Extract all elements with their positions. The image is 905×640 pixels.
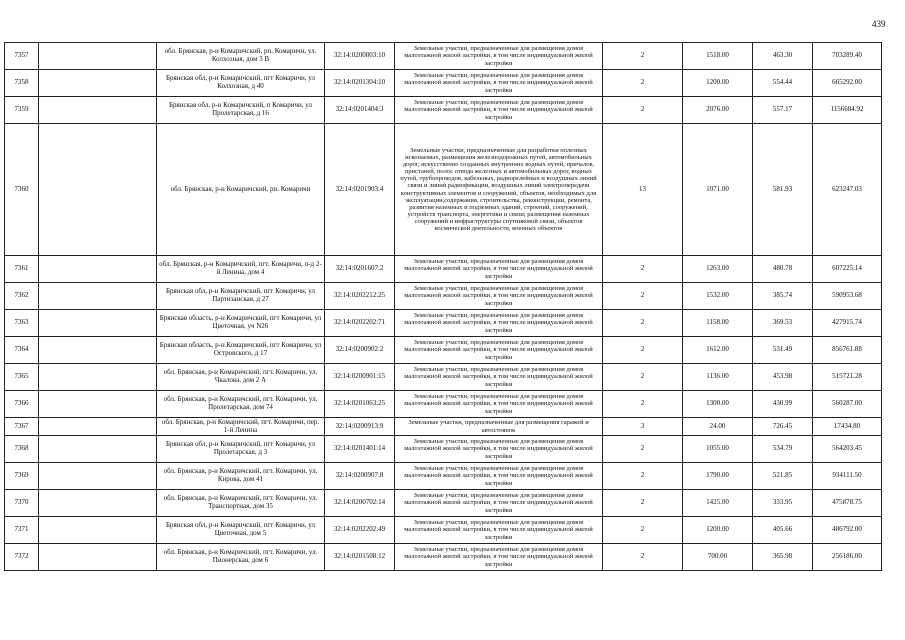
table-row <box>5 391 882 418</box>
cadastral-number-cell: 32:14:0201401:14 <box>325 436 395 463</box>
category-cell: 2 <box>603 391 683 418</box>
area-cell: 1532.00 <box>683 283 753 310</box>
empty-cell <box>39 436 157 463</box>
table-row <box>5 463 882 490</box>
land-use-cell: Земельные участки, предназначенные для размещения домов малоэтажной жилой застройки, в том числе индивидуальной жилой застройки <box>395 43 603 70</box>
land-use-cell: Земельные участки, предназначенные для размещения домов малоэтажной жилой застройки, в том числе индивидуальной жилой застройки <box>395 490 603 517</box>
table-row <box>5 43 882 70</box>
empty-cell <box>39 418 157 436</box>
row-number-cell: 7368 <box>5 436 39 463</box>
table-row <box>5 418 882 436</box>
row-number-cell: 7364 <box>5 337 39 364</box>
address-cell: обл. Брянская, р-н Комаричский, пгт. Комаричи, п-д 2-й Ленина, дом 4 <box>157 256 325 283</box>
land-use-cell: Земельные участки, предназначенные для размещения домов малоэтажной жилой застройки, в том числе индивидуальной жилой застройки <box>395 337 603 364</box>
land-use-cell: Земельные участки, предназначенные для размещения домов малоэтажной жилой застройки, в том числе индивидуальной жилой застройки <box>395 97 603 124</box>
category-cell: 2 <box>603 463 683 490</box>
category-cell: 2 <box>603 97 683 124</box>
price-cell: 453.98 <box>753 364 813 391</box>
land-use-cell: Земельные участки, предназначенные для размещения домов малоэтажной жилой застройки, в том числе индивидуальной жилой застройки <box>395 310 603 337</box>
category-cell: 2 <box>603 490 683 517</box>
value-cell: 623247.03 <box>813 124 882 256</box>
empty-cell <box>39 517 157 544</box>
empty-cell <box>39 463 157 490</box>
area-cell: 1200.00 <box>683 70 753 97</box>
category-cell: 2 <box>603 436 683 463</box>
address-cell: обл. Брянская, р-н Комаричский, рп. Комаричи, ул. Колхозная, дом 3 В <box>157 43 325 70</box>
category-cell: 2 <box>603 364 683 391</box>
row-number-cell: 7362 <box>5 283 39 310</box>
value-cell: 486792.00 <box>813 517 882 544</box>
value-cell: 934111.50 <box>813 463 882 490</box>
row-number-cell: 7358 <box>5 70 39 97</box>
price-cell: 557.17 <box>753 97 813 124</box>
cadastral-number-cell: 32:14:0200901:15 <box>325 364 395 391</box>
price-cell: 581.93 <box>753 124 813 256</box>
area-cell: 1055.00 <box>683 436 753 463</box>
category-cell: 2 <box>603 517 683 544</box>
category-cell: 3 <box>603 418 683 436</box>
land-registry-table <box>4 42 882 571</box>
cadastral-number-cell: 32:14:0202202:49 <box>325 517 395 544</box>
address-cell: Брянская обл, р-н Комаричский, пгт Комаричи, ул Пролетарская, д 3 <box>157 436 325 463</box>
land-use-cell: Земельные участки, предназначенные для размещения домов малоэтажной жилой застройки, в том числе индивидуальной жилой застройки <box>395 283 603 310</box>
row-number-cell: 7367 <box>5 418 39 436</box>
category-cell: 2 <box>603 544 683 571</box>
area-cell: 1200.00 <box>683 517 753 544</box>
table-row <box>5 256 882 283</box>
land-use-cell: Земельные участки, предназначенные для размещения домов малоэтажной жилой застройки, в том числе индивидуальной жилой застройки <box>395 364 603 391</box>
table-row <box>5 310 882 337</box>
category-cell: 2 <box>603 310 683 337</box>
value-cell: 560287.00 <box>813 391 882 418</box>
category-cell: 2 <box>603 70 683 97</box>
value-cell: 703289.40 <box>813 43 882 70</box>
price-cell: 521.85 <box>753 463 813 490</box>
page-number: 439 <box>872 19 886 29</box>
cadastral-number-cell: 32:14:0200902:2 <box>325 337 395 364</box>
price-cell: 480.78 <box>753 256 813 283</box>
value-cell: 564203.45 <box>813 436 882 463</box>
value-cell: 427915.74 <box>813 310 882 337</box>
category-cell: 2 <box>603 43 683 70</box>
price-cell: 333.95 <box>753 490 813 517</box>
price-cell: 554.44 <box>753 70 813 97</box>
area-cell: 1071.00 <box>683 124 753 256</box>
area-cell: 700.00 <box>683 544 753 571</box>
cadastral-number-cell: 32:14:0202202:71 <box>325 310 395 337</box>
price-cell: 430.99 <box>753 391 813 418</box>
area-cell: 1612.00 <box>683 337 753 364</box>
empty-cell <box>39 337 157 364</box>
value-cell: 17434.80 <box>813 418 882 436</box>
cadastral-number-cell: 32:14:0201607:2 <box>325 256 395 283</box>
empty-cell <box>39 97 157 124</box>
address-cell: Брянская область, р-н Комаричский, пгт Комаричи, ул Цветочная, уч N26 <box>157 310 325 337</box>
land-use-cell: Земельные участки, предназначенные для размещения домов малоэтажной жилой застройки, в том числе индивидуальной жилой застройки <box>395 256 603 283</box>
area-cell: 1158.00 <box>683 310 753 337</box>
value-cell: 1156684.92 <box>813 97 882 124</box>
table-row <box>5 124 882 256</box>
price-cell: 726.45 <box>753 418 813 436</box>
price-cell: 365.98 <box>753 544 813 571</box>
category-cell: 2 <box>603 283 683 310</box>
row-number-cell: 7359 <box>5 97 39 124</box>
table-body <box>5 43 882 571</box>
cadastral-number-cell: 32:14:0201063:25 <box>325 391 395 418</box>
cadastral-number-cell: 32:14:0201404:3 <box>325 97 395 124</box>
value-cell: 665292.00 <box>813 70 882 97</box>
cadastral-number-cell: 32:14:0200913:9 <box>325 418 395 436</box>
area-cell: 1263.00 <box>683 256 753 283</box>
table-row <box>5 517 882 544</box>
cadastral-number-cell: 32:14:0202212:25 <box>325 283 395 310</box>
value-cell: 515721.28 <box>813 364 882 391</box>
address-cell: Брянская обл, р-н Комаричский, п Комаричи, ул Пролетарская, д 16 <box>157 97 325 124</box>
area-cell: 1300.00 <box>683 391 753 418</box>
area-cell: 1136.00 <box>683 364 753 391</box>
area-cell: 2076.00 <box>683 97 753 124</box>
table-row <box>5 337 882 364</box>
empty-cell <box>39 490 157 517</box>
empty-cell <box>39 70 157 97</box>
address-cell: Брянская обл, р-н Комаричский, пгт Комаричи, ул Партизанская, д 27 <box>157 283 325 310</box>
area-cell: 1790.00 <box>683 463 753 490</box>
value-cell: 475878.75 <box>813 490 882 517</box>
address-cell: обл. Брянская, р-н Комаричский, пгт. Комаричи, ул. Пролетарская, дом 74 <box>157 391 325 418</box>
empty-cell <box>39 43 157 70</box>
row-number-cell: 7360 <box>5 124 39 256</box>
price-cell: 385.74 <box>753 283 813 310</box>
price-cell: 531.49 <box>753 337 813 364</box>
table-row <box>5 97 882 124</box>
row-number-cell: 7363 <box>5 310 39 337</box>
table-row <box>5 283 882 310</box>
price-cell: 534.79 <box>753 436 813 463</box>
row-number-cell: 7357 <box>5 43 39 70</box>
table-row <box>5 490 882 517</box>
empty-cell <box>39 391 157 418</box>
row-number-cell: 7371 <box>5 517 39 544</box>
cadastral-number-cell: 32:14:0201508:12 <box>325 544 395 571</box>
empty-cell <box>39 310 157 337</box>
value-cell: 856761.88 <box>813 337 882 364</box>
address-cell: Брянская обл, р-н Комаричский, пгт Комаричи, ул Колхозная, д 40 <box>157 70 325 97</box>
price-cell: 369.53 <box>753 310 813 337</box>
cadastral-number-cell: 32:14:0200803:10 <box>325 43 395 70</box>
address-cell: обл. Брянская, р-н Комаричский, пгт. Комаричи, пер. 1-й Ленина <box>157 418 325 436</box>
empty-cell <box>39 544 157 571</box>
table-row <box>5 436 882 463</box>
price-cell: 463.30 <box>753 43 813 70</box>
value-cell: 607225.14 <box>813 256 882 283</box>
cadastral-number-cell: 32:14:0201903:4 <box>325 124 395 256</box>
row-number-cell: 7369 <box>5 463 39 490</box>
category-cell: 2 <box>603 337 683 364</box>
value-cell: 256186.00 <box>813 544 882 571</box>
area-cell: 1425.00 <box>683 490 753 517</box>
address-cell: Брянская область, р-н Комаричский, пгт Комаричи, ул Островского, д 17 <box>157 337 325 364</box>
category-cell: 13 <box>603 124 683 256</box>
land-use-cell: Земельные участки, предназначенные для размещения домов малоэтажной жилой застройки, в том числе индивидуальной жилой застройки <box>395 544 603 571</box>
land-use-cell: Земельные участки, предназначенные для размещения домов малоэтажной жилой застройки, в том числе индивидуальной жилой застройки <box>395 517 603 544</box>
empty-cell <box>39 256 157 283</box>
land-use-cell: Земельные участки, предназначенные для размещения домов малоэтажной жилой застройки, в том числе индивидуальной жилой застройки <box>395 463 603 490</box>
row-number-cell: 7366 <box>5 391 39 418</box>
row-number-cell: 7365 <box>5 364 39 391</box>
table-row <box>5 364 882 391</box>
table-row <box>5 70 882 97</box>
area-cell: 1518.00 <box>683 43 753 70</box>
category-cell: 2 <box>603 256 683 283</box>
land-use-cell: Земельные участки, предназначенные для размещения гаражей и автостоянок <box>395 418 603 436</box>
empty-cell <box>39 124 157 256</box>
table-row <box>5 544 882 571</box>
land-use-cell: Земельные участки, предназначенные для размещения домов малоэтажной жилой застройки, в том числе индивидуальной жилой застройки <box>395 436 603 463</box>
land-use-cell: Земельные участки, предназначенные для размещения домов малоэтажной жилой застройки, в том числе индивидуальной жилой застройки <box>395 70 603 97</box>
address-cell: обл. Брянская, р-н Комаричский, пгт. Комаричи, ул. Пионерская, дом 6 <box>157 544 325 571</box>
address-cell: обл. Брянская, р-н Комаричский, рп. Комаричи <box>157 124 325 256</box>
cadastral-number-cell: 32:14:0200702:14 <box>325 490 395 517</box>
area-cell: 24.00 <box>683 418 753 436</box>
cadastral-number-cell: 32:14:0200907:8 <box>325 463 395 490</box>
empty-cell <box>39 364 157 391</box>
address-cell: обл. Брянская, р-н Комаричский, пгт. Комаричи, ул. Кирова, дом 41 <box>157 463 325 490</box>
row-number-cell: 7372 <box>5 544 39 571</box>
land-use-cell: Земельные участки, предназначенные для размещения домов малоэтажной жилой застройки, в том числе индивидуальной жилой застройки <box>395 391 603 418</box>
empty-cell <box>39 283 157 310</box>
value-cell: 590953.68 <box>813 283 882 310</box>
address-cell: обл. Брянская, р-н Комаричский, пгт. Комаричи, ул. Транспортная, дом 35 <box>157 490 325 517</box>
address-cell: Брянская обл, р-н Комаричский, пгт Комаричи, ул Цветочная, дом 5 <box>157 517 325 544</box>
land-use-cell: Земельные участки, предназначенные для разработки полезных ископаемых, размещения железнодорожных путей, автомобильных дорог, искусственно созданных внутренних водных путей, причалов, пристаней, полос отвода железных и автомобильных дорог, водных путей, трубопроводов, кабельных, радиорелейных и воздушных линий связи и линий радиофикации, воздушных линий электропередачи конструктивных элементов и сооружений, объектов, необходимых для эксплуатации,содержания, строительства, реконструкции, ремонта, развития наземных и подземных зданий, строений, сооружений, устройств транспорта, энергетики и связи; размещения наземных сооружений и инфраструктуры спутниковой связи, объектов космической деятельности, военных объектов <box>395 124 603 256</box>
cadastral-number-cell: 32:14:0201304:10 <box>325 70 395 97</box>
row-number-cell: 7370 <box>5 490 39 517</box>
row-number-cell: 7361 <box>5 256 39 283</box>
address-cell: обл. Брянская, р-н Комаричский, пгт. Комаричи, ул. Чкалова, дом 2 А <box>157 364 325 391</box>
price-cell: 405.66 <box>753 517 813 544</box>
